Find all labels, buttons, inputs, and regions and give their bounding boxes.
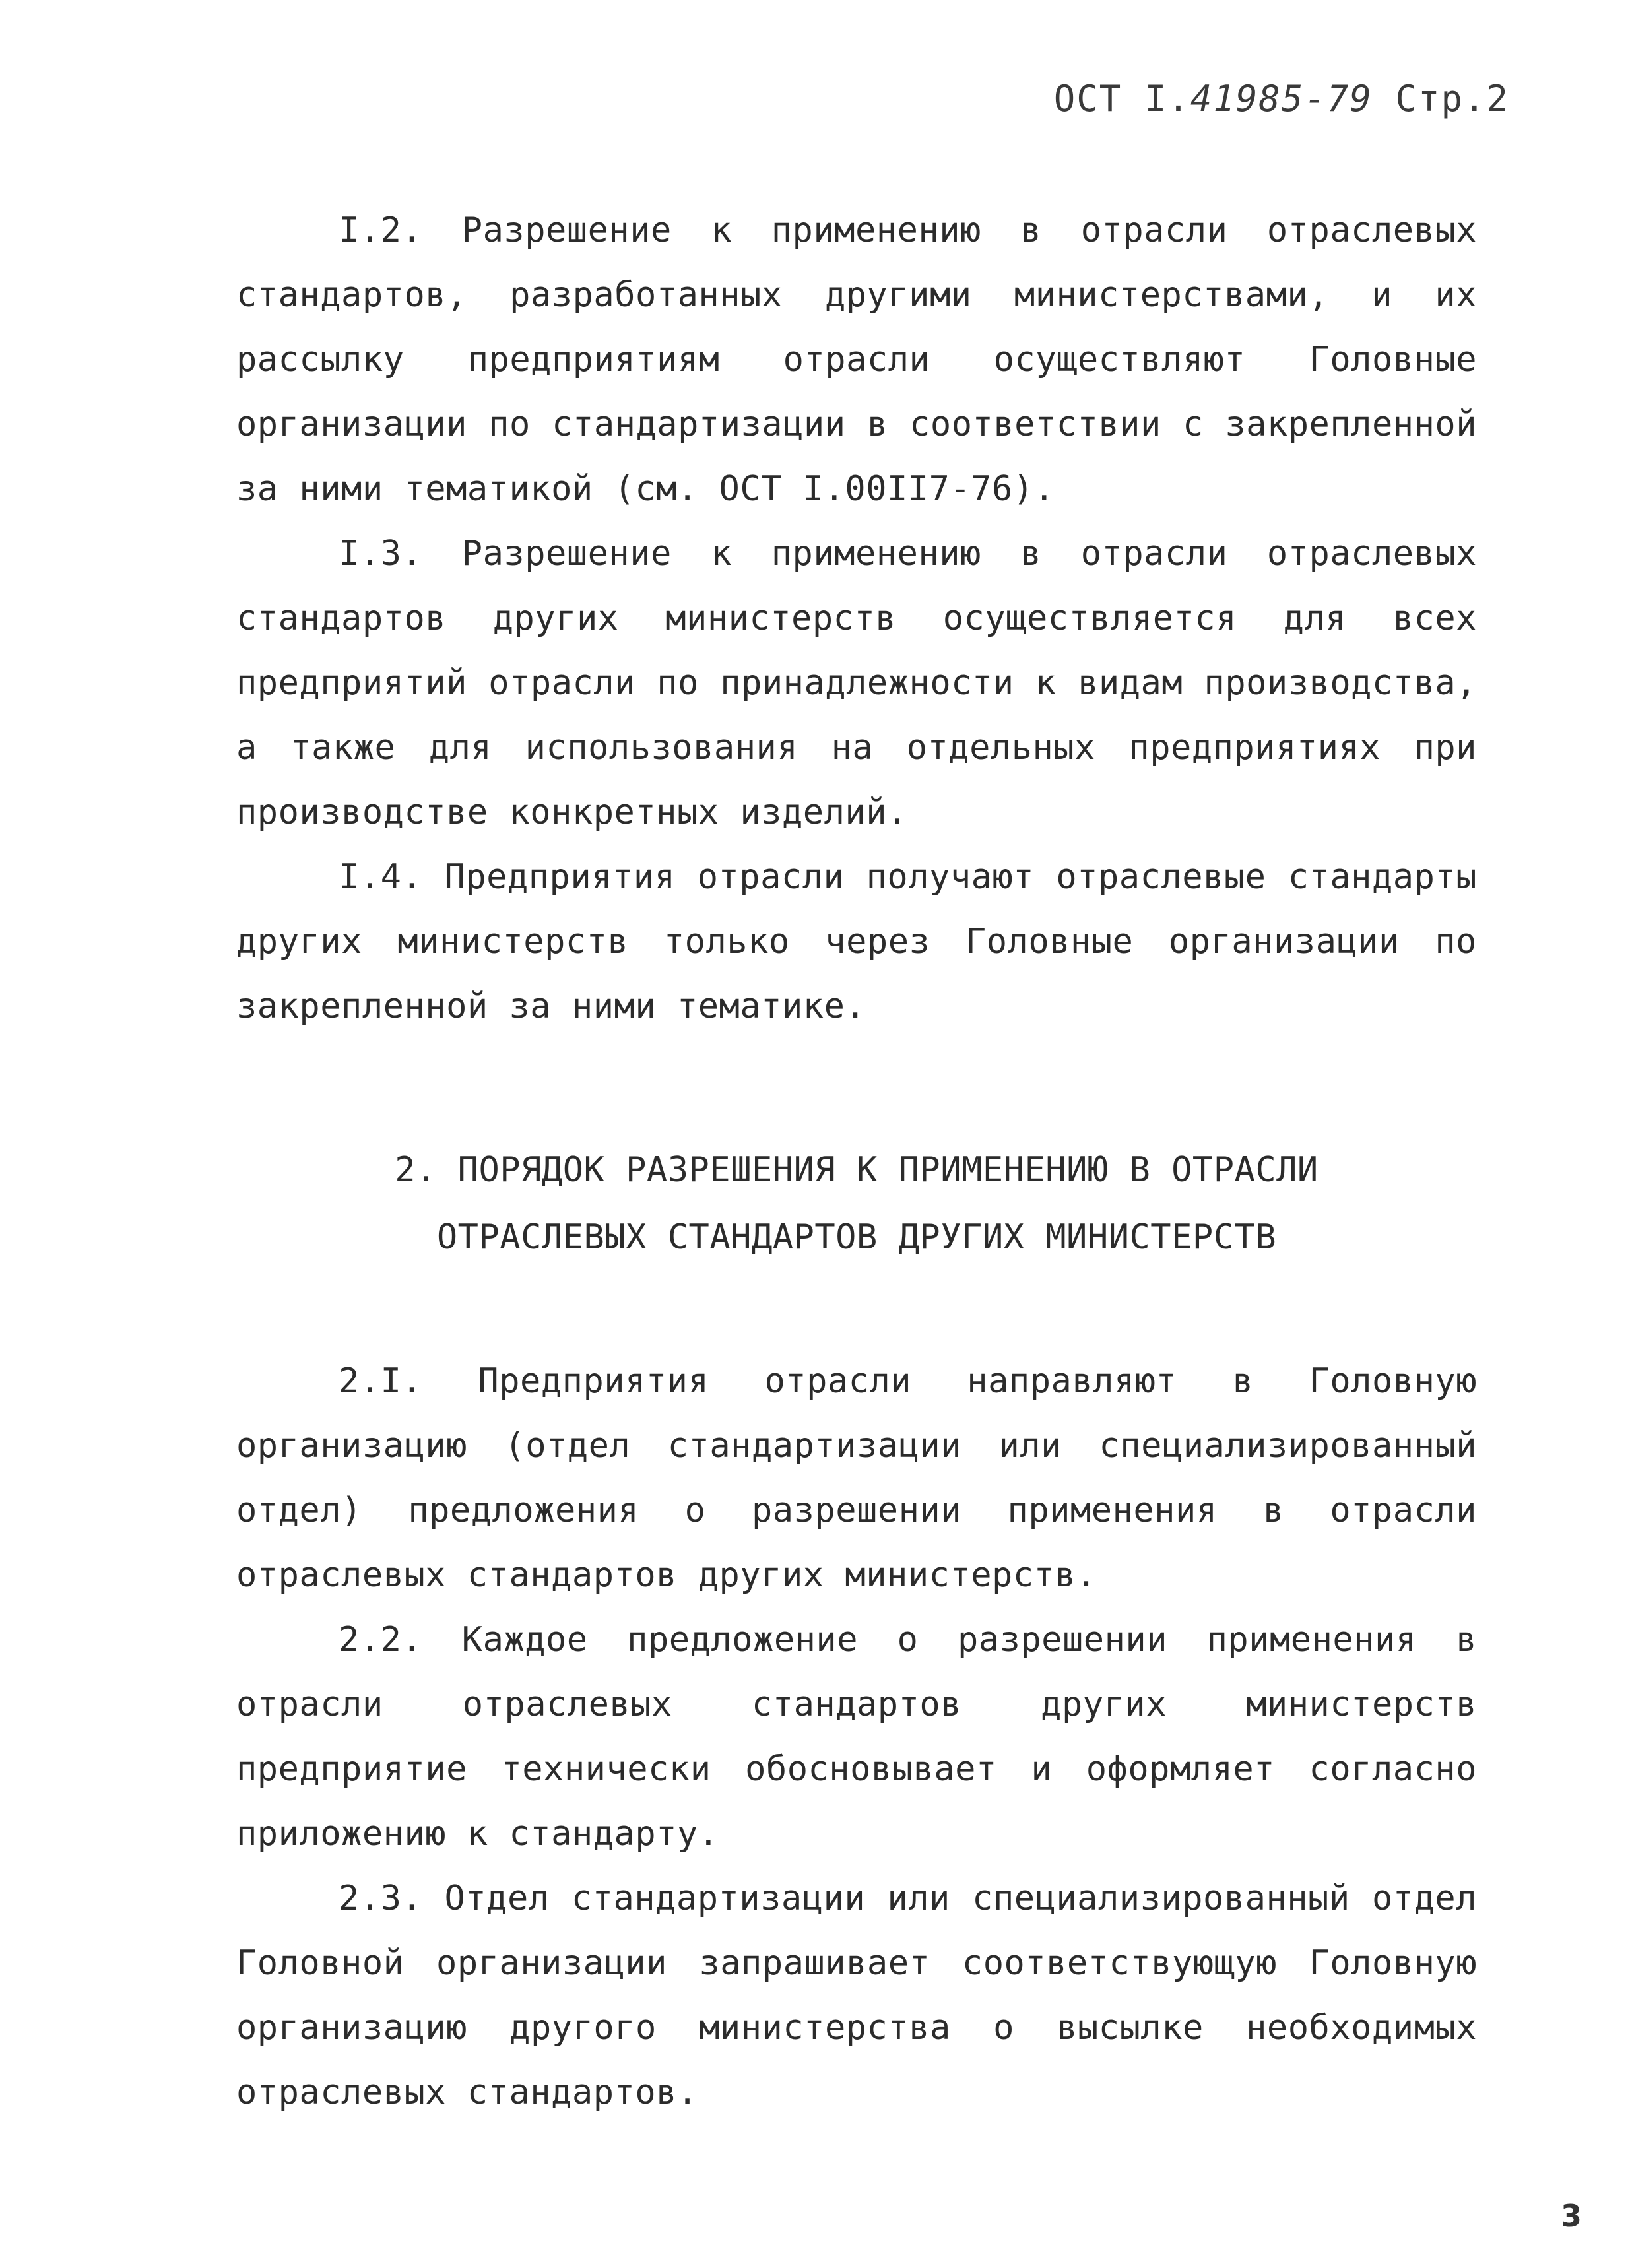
page-number: 3	[1560, 2198, 1582, 2234]
page-header	[1054, 78, 1509, 119]
page-label: Стр.2	[1395, 78, 1509, 119]
paragraph-1-3: I.3. Разрешение к применению в отрасли отраслевых стандартов других министерств осуществляется для всех предприятий отрасли по принадлежности к видам производства, а также для использования на отдельных предприятиях при производстве конкретных изделий.	[236, 534, 1477, 832]
paragraph-2-2: 2.2. Каждое предложение о разрешении применения в отрасли отраслевых стандартов других министерств предприятие технически обосновывает и оформляет согласно приложению к стандарту.	[236, 1620, 1477, 1854]
standard-prefix: ОСТ I.	[1053, 78, 1190, 119]
paragraph-1-2: I.2. Разрешение к применению в отрасли отраслевых стандартов, разработанных другими министерствами, и их рассылку предприятиям отрасли осуществляют Головные организации по стандартизации в соответствии с закрепленной за ними тематикой (см. ОСТ I.00II7-76).	[236, 211, 1477, 509]
paragraph-2-1: 2.I. Предприятия отрасли направляют в Головную организацию (отдел стандартизации или специализированный отдел) предложения о разрешении применения в отрасли отраслевых стандартов других министерств.	[236, 1361, 1477, 1595]
document-body	[236, 198, 1477, 2125]
section-2-heading-line-2: ОТРАСЛЕВЫХ СТАНДАРТОВ ДРУГИХ МИНИСТЕРСТВ	[436, 1217, 1277, 1257]
paragraph-2-3: 2.3. Отдел стандартизации или специализированный отдел Головной организации запрашивает соответствующую Головную организацию другого министерства о высылке необходимых отраслевых стандартов.	[236, 1879, 1477, 2112]
paragraph-1-4: I.4. Предприятия отрасли получают отраслевые стандарты других министерств только через Головные организации по закрепленной за ними тематике.	[236, 857, 1477, 1026]
standard-number: 41985-79	[1190, 78, 1373, 119]
section-2-heading-line-1: 2. ПОРЯДОК РАЗРЕШЕНИЯ К ПРИМЕНЕНИЮ В ОТРАСЛИ	[395, 1150, 1319, 1190]
section-2-heading	[236, 1136, 1477, 1271]
